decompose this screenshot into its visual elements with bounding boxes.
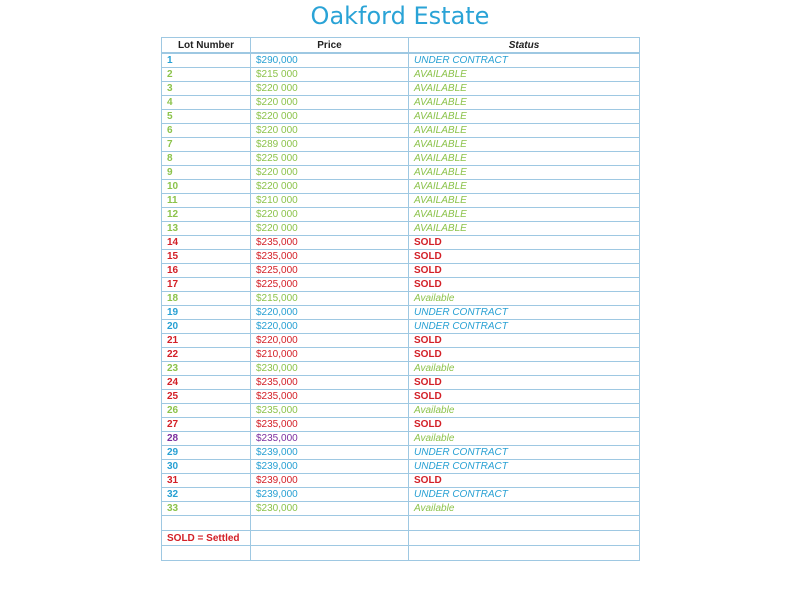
price-cell: $235,000 [251, 376, 409, 390]
status-cell: SOLD [409, 236, 640, 250]
price-cell: $210,000 [251, 348, 409, 362]
lot-number-cell: 20 [162, 320, 251, 334]
lot-number-cell: 28 [162, 432, 251, 446]
price-cell: $289 000 [251, 138, 409, 152]
status-cell: AVAILABLE [409, 180, 640, 194]
table-row [162, 236, 640, 250]
status-cell: AVAILABLE [409, 96, 640, 110]
status-cell: UNDER CONTRACT [409, 488, 640, 502]
legend-cell [409, 531, 640, 546]
status-cell: UNDER CONTRACT [409, 53, 640, 68]
table-row [162, 334, 640, 348]
status-cell: AVAILABLE [409, 166, 640, 180]
status-cell: UNDER CONTRACT [409, 306, 640, 320]
price-cell: $239,000 [251, 488, 409, 502]
status-cell: AVAILABLE [409, 222, 640, 236]
price-cell: $220 000 [251, 124, 409, 138]
status-cell: AVAILABLE [409, 208, 640, 222]
table-row [162, 376, 640, 390]
table-row [162, 152, 640, 166]
table-row [162, 264, 640, 278]
price-cell: $220,000 [251, 320, 409, 334]
table-row [162, 166, 640, 180]
price-cell: $225 000 [251, 152, 409, 166]
lot-number-cell: 14 [162, 236, 251, 250]
price-cell: $235,000 [251, 236, 409, 250]
lot-number-cell: 25 [162, 390, 251, 404]
table-row [162, 432, 640, 446]
price-cell: $239,000 [251, 474, 409, 488]
table-row [162, 278, 640, 292]
lot-number-cell: 11 [162, 194, 251, 208]
lot-number-cell: 10 [162, 180, 251, 194]
page-title: Oakford Estate [310, 2, 490, 30]
lot-number-cell: 18 [162, 292, 251, 306]
price-cell: $215 000 [251, 68, 409, 82]
status-cell: AVAILABLE [409, 152, 640, 166]
lot-number-cell: 12 [162, 208, 251, 222]
table-row [162, 474, 640, 488]
lot-number-cell: 13 [162, 222, 251, 236]
lot-number-cell: 33 [162, 502, 251, 516]
status-cell: UNDER CONTRACT [409, 446, 640, 460]
price-cell: $225,000 [251, 264, 409, 278]
lot-number-cell: 5 [162, 110, 251, 124]
lot-number-cell: 2 [162, 68, 251, 82]
table-row [162, 124, 640, 138]
lot-number-cell: 30 [162, 460, 251, 474]
lot-number-cell: 24 [162, 376, 251, 390]
status-cell: SOLD [409, 474, 640, 488]
price-cell: $210 000 [251, 194, 409, 208]
price-cell: $235,000 [251, 390, 409, 404]
status-cell: SOLD [409, 334, 640, 348]
price-cell: $239,000 [251, 446, 409, 460]
lot-number-cell: 17 [162, 278, 251, 292]
legend-row [162, 531, 640, 546]
table-row [162, 194, 640, 208]
spacer-cell [409, 516, 640, 531]
status-cell: SOLD [409, 376, 640, 390]
spacer-cell [162, 516, 251, 531]
table-row [162, 82, 640, 96]
table-row [162, 502, 640, 516]
table-row [162, 96, 640, 110]
status-cell: SOLD [409, 418, 640, 432]
price-cell: $220 000 [251, 208, 409, 222]
price-cell: $235,000 [251, 418, 409, 432]
lot-number-cell: 15 [162, 250, 251, 264]
lot-number-cell: 26 [162, 404, 251, 418]
lot-number-cell: 9 [162, 166, 251, 180]
status-cell: AVAILABLE [409, 138, 640, 152]
status-cell: Available [409, 502, 640, 516]
lot-number-cell: 8 [162, 152, 251, 166]
price-cell: $225,000 [251, 278, 409, 292]
price-cell: $235,000 [251, 432, 409, 446]
table-row [162, 390, 640, 404]
status-cell: AVAILABLE [409, 194, 640, 208]
status-cell: AVAILABLE [409, 124, 640, 138]
table-row [162, 250, 640, 264]
header-lot-number: Lot Number [162, 38, 251, 54]
table-row [162, 138, 640, 152]
lot-number-cell: 32 [162, 488, 251, 502]
price-cell: $235,000 [251, 250, 409, 264]
status-cell: SOLD [409, 278, 640, 292]
lot-number-cell: 21 [162, 334, 251, 348]
price-cell: $230,000 [251, 362, 409, 376]
price-cell: $215,000 [251, 292, 409, 306]
status-cell: UNDER CONTRACT [409, 320, 640, 334]
table-row [162, 488, 640, 502]
price-cell: $220 000 [251, 166, 409, 180]
table-row [162, 362, 640, 376]
table-row [162, 418, 640, 432]
table-row [162, 320, 640, 334]
table-row [162, 306, 640, 320]
spacer-row [162, 546, 640, 561]
price-cell: $220 000 [251, 82, 409, 96]
legend-text: SOLD = Settled [162, 531, 251, 546]
lots-table-body [162, 53, 640, 516]
price-cell: $220 000 [251, 222, 409, 236]
price-cell: $220,000 [251, 334, 409, 348]
table-header-row [162, 38, 640, 54]
status-cell: Available [409, 432, 640, 446]
status-cell: AVAILABLE [409, 68, 640, 82]
lots-table [161, 37, 640, 561]
spacer-row [162, 516, 640, 531]
lot-number-cell: 31 [162, 474, 251, 488]
status-cell: SOLD [409, 250, 640, 264]
status-cell: SOLD [409, 264, 640, 278]
lot-number-cell: 22 [162, 348, 251, 362]
spacer-cell [251, 516, 409, 531]
lot-number-cell: 1 [162, 53, 251, 68]
table-row [162, 53, 640, 68]
legend-cell [251, 531, 409, 546]
price-cell: $220 000 [251, 180, 409, 194]
header-status: Status [409, 38, 640, 54]
lot-number-cell: 29 [162, 446, 251, 460]
lot-number-cell: 7 [162, 138, 251, 152]
lot-number-cell: 4 [162, 96, 251, 110]
table-row [162, 292, 640, 306]
table-row [162, 446, 640, 460]
header-price: Price [251, 38, 409, 54]
table-row [162, 348, 640, 362]
table-row [162, 222, 640, 236]
status-cell: Available [409, 292, 640, 306]
table-row [162, 68, 640, 82]
status-cell: AVAILABLE [409, 82, 640, 96]
status-cell: AVAILABLE [409, 110, 640, 124]
price-cell: $230,000 [251, 502, 409, 516]
table-row [162, 460, 640, 474]
price-cell: $290,000 [251, 53, 409, 68]
lot-number-cell: 6 [162, 124, 251, 138]
status-cell: Available [409, 404, 640, 418]
status-cell: Available [409, 362, 640, 376]
lot-number-cell: 16 [162, 264, 251, 278]
price-cell: $220 000 [251, 96, 409, 110]
price-cell: $235,000 [251, 404, 409, 418]
price-cell: $220,000 [251, 306, 409, 320]
status-cell: SOLD [409, 348, 640, 362]
table-row [162, 180, 640, 194]
lot-number-cell: 23 [162, 362, 251, 376]
table-row [162, 110, 640, 124]
status-cell: SOLD [409, 390, 640, 404]
spacer-cell [251, 546, 409, 561]
table-row [162, 404, 640, 418]
lot-number-cell: 19 [162, 306, 251, 320]
status-cell: UNDER CONTRACT [409, 460, 640, 474]
price-cell: $220 000 [251, 110, 409, 124]
table-row [162, 208, 640, 222]
spacer-cell [162, 546, 251, 561]
price-cell: $239,000 [251, 460, 409, 474]
lot-number-cell: 27 [162, 418, 251, 432]
lot-number-cell: 3 [162, 82, 251, 96]
spacer-cell [409, 546, 640, 561]
